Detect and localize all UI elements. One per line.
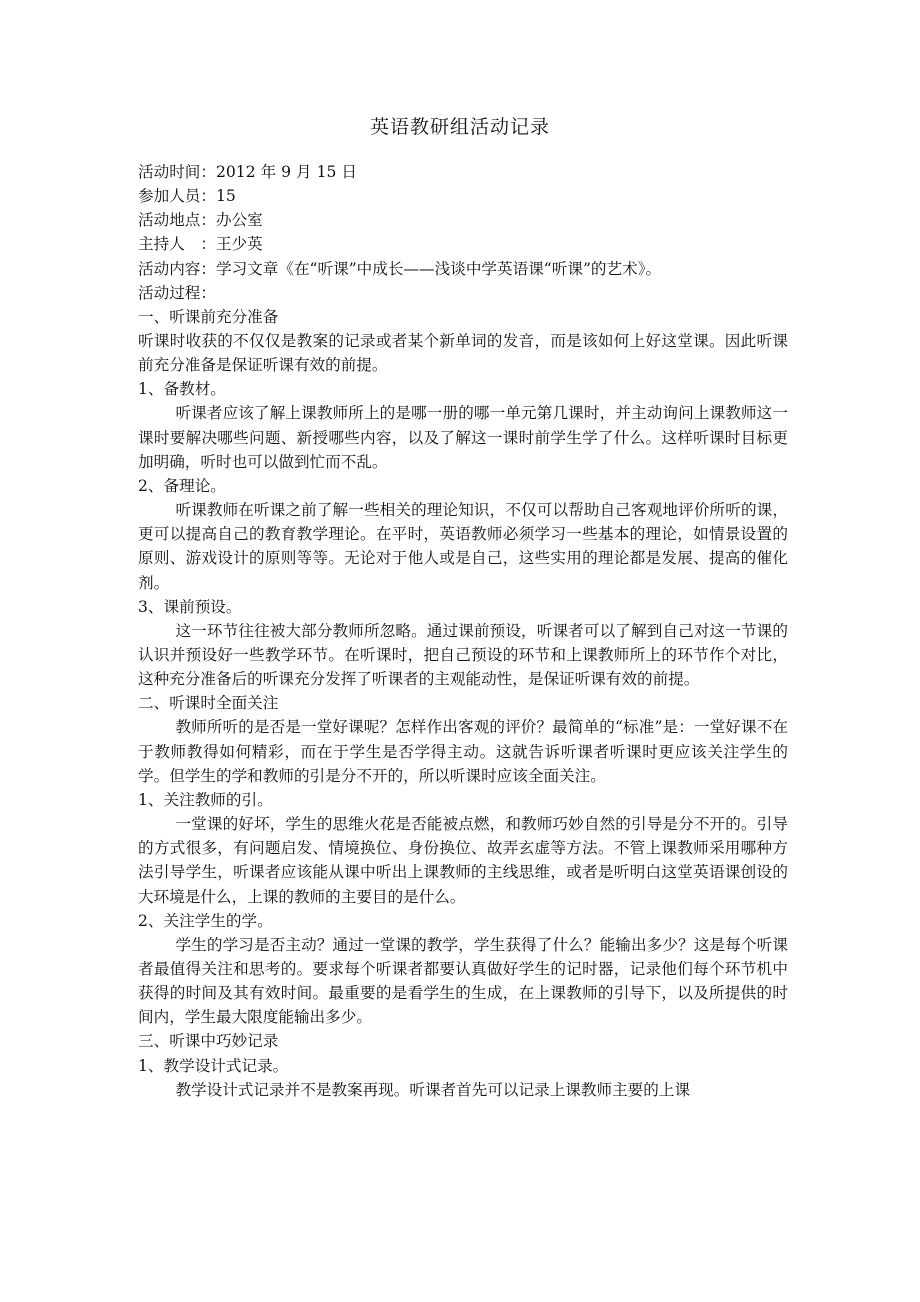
- meta-content: 活动内容：学习文章《在“听课”中成长——浅谈中学英语课“听课”的艺术》。: [138, 259, 662, 278]
- section-2-item-2-text: 学生的学习是否主动？通过一堂课的教学，学生获得了什么？能输出多少？这是每个听课者最值得关注和思考的。要求每个听课者都要认真做好学生的记时器，记录他们每个环节机中获得的时间及其有效时间。最重要的是看学生的生成，在上课教师的引导下，以及所提供的时间内，学生最大限度能输出多少。: [138, 935, 788, 1027]
- section-1-item-3-text: 这一环节往往被大部分教师所忽略。通过课前预设，听课者可以了解到自己对这一节课的认识并预设好一些教学环节。在听课时，把自己预设的环节和上课教师所上的环节作个对比，这种充分准备后的听课充分发挥了听课者的主观能动性，是保证听课有效的前提。: [138, 621, 788, 689]
- meta-process: 活动过程：: [138, 283, 216, 302]
- section-2-intro: 教师所听的是否是一堂好课呢？怎样作出客观的评价？最简单的“标准”是：一堂好课不在于教师教得如何精彩，而在于学生是否学得主动。这就告诉听课者听课时更应该关注学生的学。但学生的学和教师的引是分不开的，所以听课时应该全面关注。: [138, 718, 788, 785]
- meta-time: 活动时间：2012 年 9 月 15 日: [138, 163, 357, 181]
- section-1-item-1-heading: 1、备教材。: [138, 380, 226, 399]
- section-1-item-1-text: 听课者应该了解上课教师所上的是哪一册的哪一单元第几课时，并主动询问上课教师这一课时要解决哪些问题、新授哪些内容，以及了解这一课时前学生学了什么。这样听课时目标更加明确，听时也可以做到忙而不乱。: [138, 404, 788, 471]
- section-2-item-2-heading: 2、关注学生的学。: [138, 911, 273, 930]
- section-2-item-1-text: 一堂课的好坏，学生的思维火花是否能被点燃，和教师巧妙自然的引导是分不开的。引导的方式很多，有问题启发、情境换位、身份换位、故弄玄虚等方法。不管上课教师采用哪种方法引导学生，听课者应该能从课中听出上课教师的主线思维，或者是听明白这堂英语课创设的大环境是什么，上课的教师的主要目的是什么。: [138, 815, 788, 906]
- document-body: [138, 160, 788, 1102]
- section-1-item-2-text: 听课教师在听课之前了解一些相关的理论知识，不仅可以帮助自己客观地评价所听的课，更可以提高自己的教育教学理论。在平时，英语教师必须学习一些基本的理论，如情景设置的原则、游戏设计的原则等等。无论对于他人或是自己，这些实用的理论都是发展、提高的催化剂。: [138, 501, 788, 592]
- section-2-item-1-heading: 1、关注教师的引。: [138, 790, 273, 809]
- meta-participants: 参加人员：15: [138, 187, 236, 206]
- section-1-item-3-heading: 3、课前预设。: [138, 597, 242, 616]
- meta-location: 活动地点：办公室: [138, 211, 263, 230]
- meta-host: 主持人 ：王少英: [138, 235, 263, 254]
- section-1-heading: 一、听课前充分准备: [138, 307, 279, 326]
- section-1-intro: 听课时收获的不仅仅是教案的记录或者某个新单词的发音，而是该如何上好这堂课。因此听课前充分准备是保证听课有效的前提。: [138, 331, 788, 375]
- section-3-item-1-heading: 1、教学设计式记录。: [138, 1056, 289, 1075]
- document-title: 英语教研组活动记录: [369, 116, 550, 138]
- section-3-item-1-text: 教学设计式记录并不是教案再现。听课者首先可以记录上课教师主要的上课: [175, 1080, 691, 1099]
- section-3-heading: 三、听课中巧妙记录: [138, 1032, 279, 1051]
- section-1-item-2-heading: 2、备理论。: [138, 476, 226, 495]
- section-2-heading: 二、听课时全面关注: [138, 694, 279, 713]
